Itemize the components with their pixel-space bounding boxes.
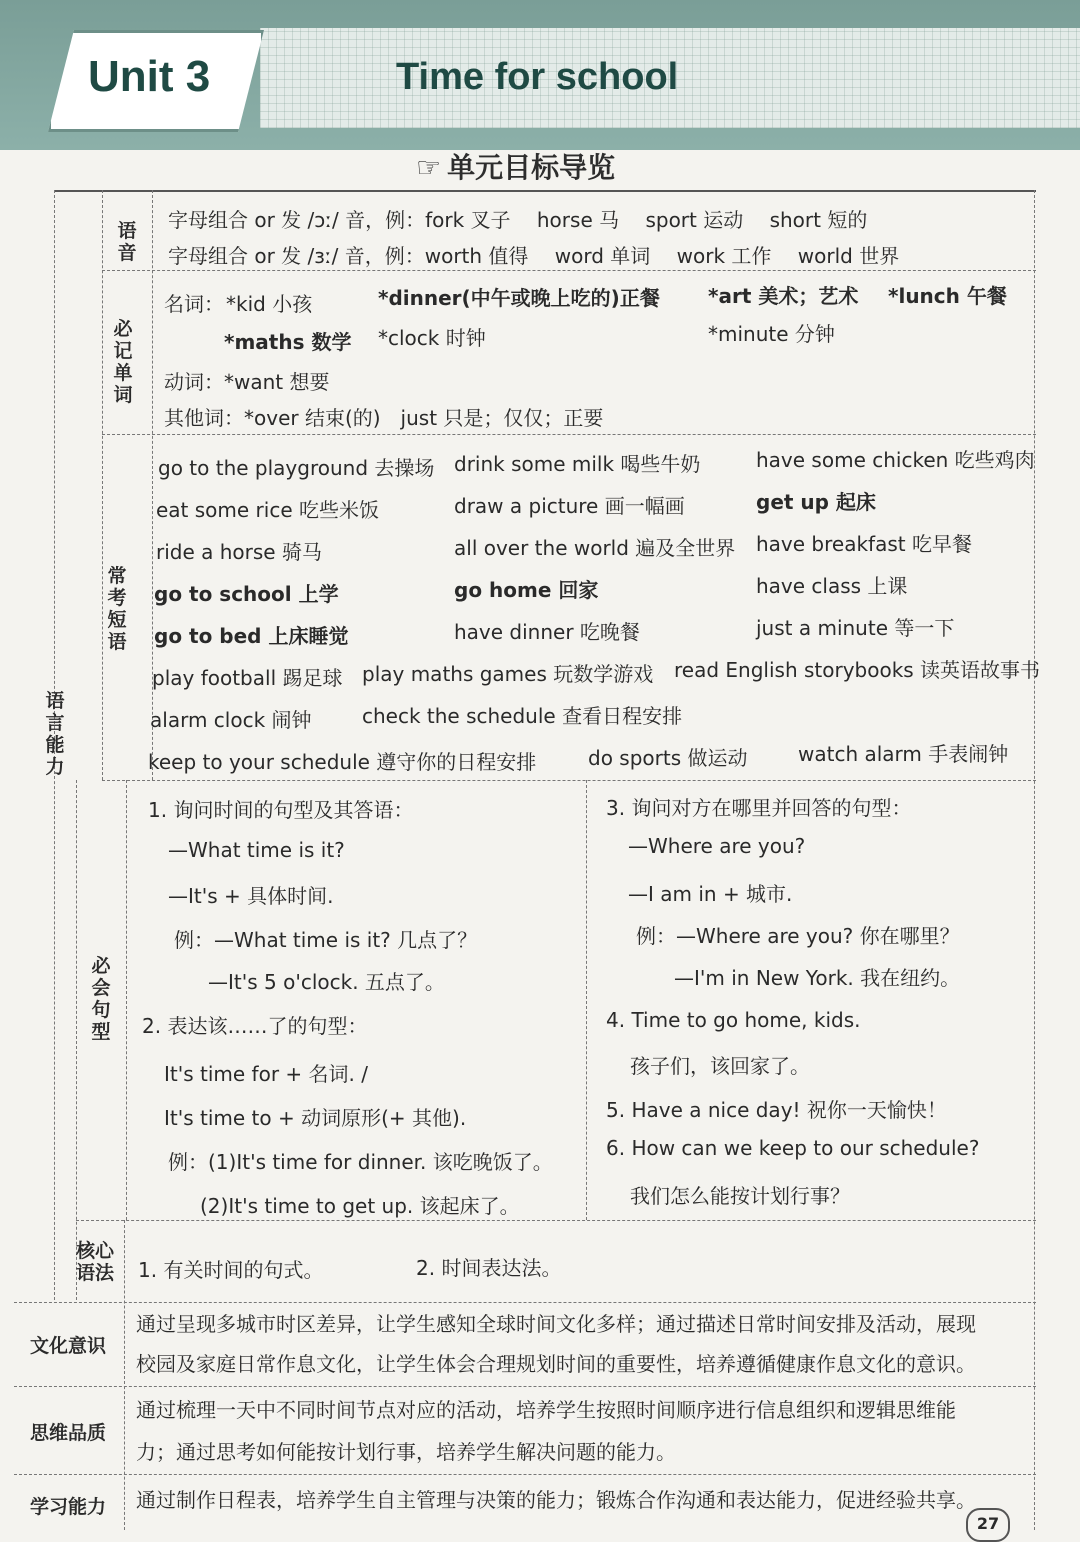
category-sentences: 必会句型: [91, 955, 111, 1043]
sentence-line: It's time for + 名词. /: [164, 1062, 368, 1086]
phrase: have class 上课: [756, 574, 908, 598]
phrase: have some chicken 吃些鸡肉: [756, 448, 1035, 472]
phonics-line-2: 字母组合 or 发 /ɜː/ 音，例：worth 值得 word 单词 work 工作 world 世界: [168, 244, 900, 268]
sentence-4-translation: 孩子们，该回家了。: [630, 1054, 810, 1078]
sentence-line: It's time to + 动词原形(+ 其他).: [164, 1106, 467, 1130]
sentence-5: 5. Have a nice day! 祝你一天愉快！: [606, 1098, 947, 1122]
noun-maths: *maths 数学: [224, 330, 352, 354]
sentence-6: 6. How can we keep to our schedule?: [606, 1136, 980, 1160]
other-words-line: 其他词：*over 结束(的) just 只是；仅仅；正要: [164, 406, 604, 430]
category-learning: 学习能力: [29, 1496, 106, 1518]
phrase: play football 踢足球: [152, 666, 343, 690]
culture-line-1: 通过呈现多城市时区差异，让学生感知全球时间文化多样；通过描述日常时间安排及活动，展现: [136, 1312, 976, 1336]
phrase: all over the world 遍及全世界: [454, 536, 736, 560]
pointing-hand-icon: ☞: [416, 151, 442, 184]
section-title: 单元目标导览: [447, 151, 616, 184]
category-words: 必记单词: [113, 318, 133, 406]
noun-art: *art 美术；艺术: [708, 284, 859, 308]
sentence-example: 例：—What time is it? 几点了？: [174, 928, 478, 952]
noun-lunch: *lunch 午餐: [888, 284, 1007, 308]
category-phrases: 常考短语: [107, 565, 127, 653]
sentence-example: 例：(1)It's time for dinner. 该吃晚饭了。: [168, 1150, 553, 1174]
category-phonics: 语音: [117, 220, 137, 264]
goals-table: [14, 190, 1041, 1530]
noun-clock: *clock 时钟: [378, 326, 486, 350]
phrase: ride a horse 骑马: [156, 540, 322, 564]
sentence-4: 4. Time to go home, kids.: [606, 1008, 861, 1032]
phrase: check the schedule 查看日程安排: [362, 704, 683, 728]
phrase: go to school 上学: [154, 582, 339, 606]
phrase: eat some rice 吃些米饭: [156, 498, 379, 522]
phrase: watch alarm 手表闹钟: [798, 742, 1009, 766]
page-number: 27: [966, 1508, 1010, 1542]
grammar-item-2: 2. 时间表达法。: [416, 1256, 562, 1280]
phrase: go to the playground 去操场: [158, 456, 435, 480]
phrase: draw a picture 画一幅画: [454, 494, 685, 518]
noun-minute: *minute 分钟: [708, 322, 835, 346]
phonics-line-1: 字母组合 or 发 /ɔː/ 音，例：fork 叉子 horse 马 sport 运动 short 短的: [168, 208, 868, 232]
sentence-example: —I'm in New York. 我在纽约。: [674, 966, 961, 990]
sentence-line: —Where are you?: [628, 834, 806, 858]
sentence-line: —What time is it?: [168, 838, 345, 862]
sentence-line: —I am in + 城市.: [628, 882, 793, 906]
culture-line-2: 校园及家庭日常作息文化，让学生体会合理规划时间的重要性，培养遵循健康作息文化的意识。: [136, 1352, 976, 1376]
phrase: get up 起床: [756, 490, 876, 514]
category-culture: 文化意识: [29, 1335, 106, 1357]
category-thinking: 思维品质: [29, 1422, 106, 1444]
section-heading: [416, 146, 615, 186]
sentence-6-translation: 我们怎么能按计划行事？: [630, 1184, 850, 1208]
noun-kid: *kid 小孩: [226, 292, 313, 316]
thinking-line-1: 通过梳理一天中不同时间节点对应的活动，培养学生按照时间顺序进行信息组织和逻辑思维能: [136, 1398, 956, 1422]
phrase: drink some milk 喝些牛奶: [454, 452, 701, 476]
learning-line-1: 通过制作日程表，培养学生自主管理与决策的能力；锻炼合作沟通和表达能力，促进经验共享。: [136, 1488, 976, 1512]
category-language-ability: 语言能力: [45, 690, 65, 778]
sentence-example: —It's 5 o'clock. 五点了。: [208, 970, 445, 994]
phrase: go home 回家: [454, 578, 599, 602]
thinking-line-2: 力；通过思考如何能按计划行事，培养学生解决问题的能力。: [136, 1440, 676, 1464]
unit-label: Unit 3: [88, 52, 211, 101]
sentence-heading-1: 1. 询问时间的句型及其答语：: [148, 798, 414, 822]
phrase: alarm clock 闹钟: [150, 708, 312, 732]
sentence-line: —It's + 具体时间.: [168, 884, 334, 908]
sentence-heading-2: 2. 表达该……了的句型：: [142, 1014, 368, 1038]
phrase: read English storybooks 读英语故事书: [674, 658, 1041, 682]
phrase: just a minute 等一下: [756, 616, 955, 640]
sentence-example: 例：—Where are you? 你在哪里？: [636, 924, 960, 948]
phrase: do sports 做运动: [588, 746, 748, 770]
nouns-label: 名词：: [164, 292, 224, 316]
unit-title: Time for school: [396, 56, 679, 98]
phrase: have breakfast 吃早餐: [756, 532, 972, 556]
sentence-heading-3: 3. 询问对方在哪里并回答的句型：: [606, 796, 912, 820]
sentence-example: (2)It's time to get up. 该起床了。: [200, 1194, 520, 1218]
grammar-item-1: 1. 有关时间的句式。: [138, 1258, 324, 1282]
verbs-line: 动词：*want 想要: [164, 370, 330, 394]
phrase: have dinner 吃晚餐: [454, 620, 640, 644]
phrase: keep to your schedule 遵守你的日程安排: [148, 750, 537, 774]
noun-dinner: *dinner(中午或晚上吃的)正餐: [378, 286, 660, 310]
phrase: go to bed 上床睡觉: [154, 624, 349, 648]
category-grammar: 核心语法: [75, 1240, 114, 1284]
phrase: play maths games 玩数学游戏: [362, 662, 654, 686]
